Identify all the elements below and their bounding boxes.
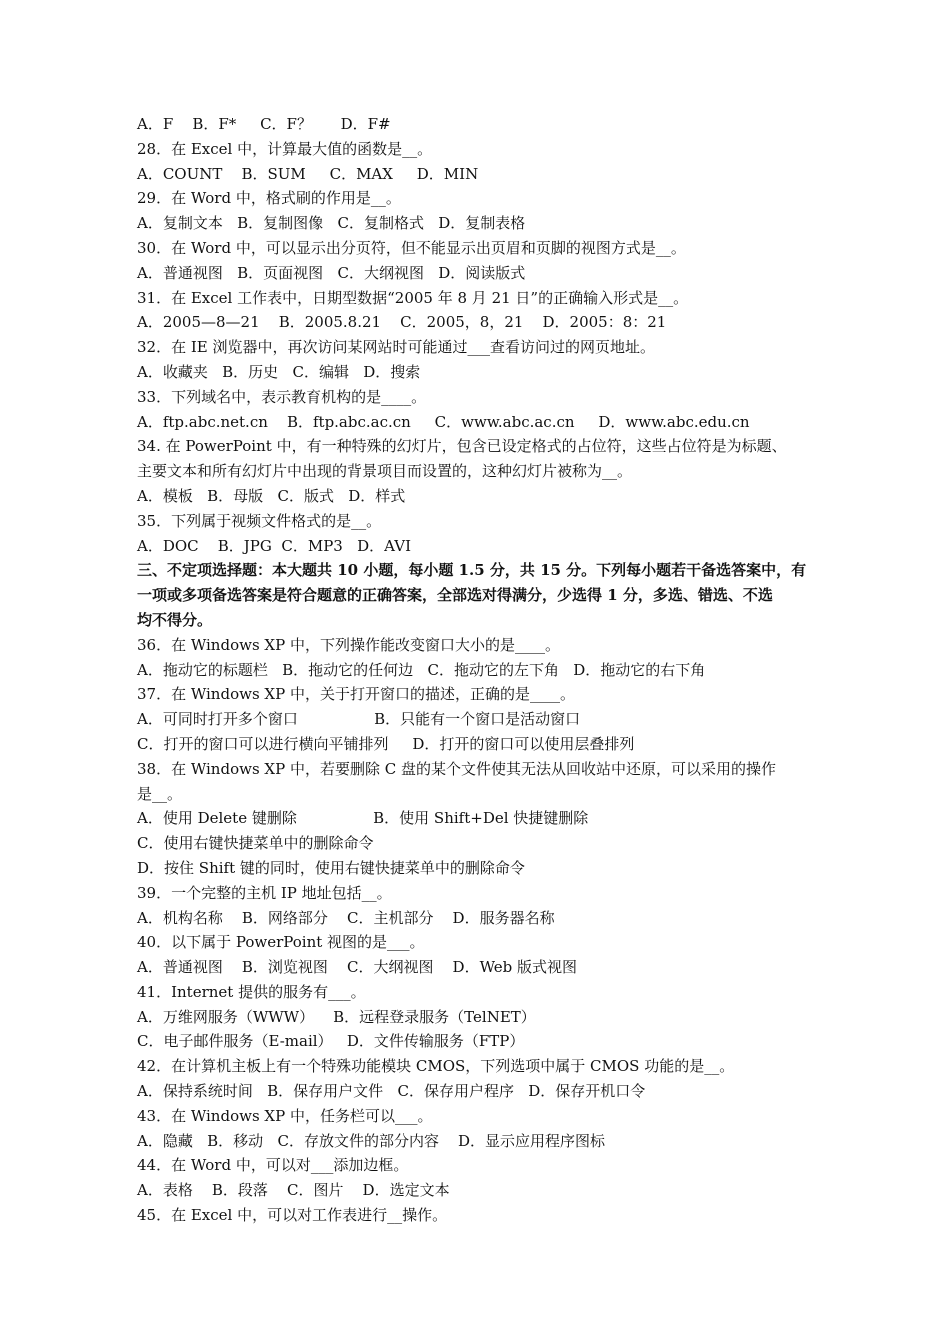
question-line: 34. 在 PowerPoint 中，有一种特殊的幻灯片，包含已设定格式的占位符，这些占位符是为标题、 [137, 437, 787, 456]
question-line: 36．在 Windows XP 中，下列操作能改变窗口大小的是____。 [137, 635, 560, 654]
question-line: C．电子邮件服务（E-mail） D．文件传输服务（FTP） [137, 1032, 525, 1051]
question-line: A．隐藏 B．移动 C．存放文件的部分内容 D．显示应用程序图标 [137, 1131, 606, 1150]
section-heading-line: 三、不定项选择题：本大题共 10 小题，每小题 1.5 分，共 15 分。下列每小题若干备选答案中，有 [137, 561, 807, 580]
question-line: 45．在 Excel 中，可以对工作表进行__操作。 [137, 1206, 448, 1225]
question-line: A．机构名称 B．网络部分 C．主机部分 D．服务器名称 [137, 908, 555, 927]
question-line: A．普通视图 B．浏览视图 C．大纲视图 D．Web 版式视图 [137, 958, 578, 977]
question-line: D．按住 Shift 键的同时，使用右键快捷菜单中的删除命令 [137, 858, 525, 877]
question-line: A．表格 B．段落 C．图片 D．选定文本 [137, 1181, 450, 1200]
question-line: 38．在 Windows XP 中，若要删除 C 盘的某个文件使其无法从回收站中还原，可以采用的操作 [137, 759, 776, 778]
question-line: A．2005—8—21 B．2005.8.21 C．2005，8，21 D．2005：8：21 [137, 313, 667, 332]
question-line: A．复制文本 B．复制图像 C．复制格式 D．复制表格 [137, 214, 526, 233]
question-line: C．使用右键快捷菜单中的删除命令 [137, 834, 374, 853]
question-line: 29．在 Word 中，格式刷的作用是__。 [137, 189, 401, 208]
question-line: A．F B．F* C．F？ D．F# [137, 115, 391, 133]
question-line: 35．下列属于视频文件格式的是__。 [137, 511, 382, 530]
question-line: 37．在 Windows XP 中，关于打开窗口的描述，正确的是____。 [137, 685, 575, 704]
question-line: 42．在计算机主板上有一个特殊功能模块 CMOS，下列选项中属于 CMOS 功能的是__。 [137, 1057, 735, 1076]
question-line: 39．一个完整的主机 IP 地址包括__。 [137, 883, 392, 902]
question-line: A．保持系统时间 B．保存用户文件 C．保存用户程序 D．保存开机口令 [137, 1082, 646, 1101]
question-line: 40．以下属于 PowerPoint 视图的是___。 [137, 933, 425, 952]
question-line: A．DOC B．JPG C．MP3 D．AVI [137, 536, 411, 555]
question-line: A．ftp.abc.net.cn B．ftp.abc.ac.cn C．www.abc.ac.cn D．www.abc.edu.cn [137, 412, 750, 431]
question-line: 41．Internet 提供的服务有___。 [137, 982, 366, 1001]
question-line: 44．在 Word 中，可以对___添加边框。 [137, 1156, 409, 1175]
question-line: 28．在 Excel 中，计算最大值的函数是__。 [137, 139, 433, 158]
question-line: A．收藏夹 B．历史 C．编辑 D．搜索 [137, 362, 421, 381]
question-line: 32．在 IE 浏览器中，再次访问某网站时可能通过___查看访问过的网页地址。 [137, 338, 656, 357]
question-line: 43．在 Windows XP 中，任务栏可以___。 [137, 1106, 433, 1125]
question-line: A．拖动它的标题栏 B．拖动它的任何边 C．拖动它的左下角 D．拖动它的右下角 [137, 660, 706, 679]
question-line: C．打开的窗口可以进行横向平铺排列 D．打开的窗口可以使用层叠排列 [137, 734, 635, 753]
question-line: A．普通视图 B．页面视图 C．大纲视图 D．阅读版式 [137, 263, 526, 282]
question-line: A．可同时打开多个窗口 B．只能有一个窗口是活动窗口 [137, 710, 581, 729]
question-line: 31．在 Excel 工作表中，日期型数据“2005 年 8 月 21 日”的正确输入形式是__。 [137, 288, 689, 307]
question-line: 30．在 Word 中，可以显示出分页符，但不能显示出页眉和页脚的视图方式是__。 [137, 238, 686, 257]
section-heading-line: 均不得分。 [137, 610, 213, 629]
question-line: A．COUNT B．SUM C．MAX D．MIN [137, 164, 479, 183]
question-line: 33．下列域名中，表示教育机构的是____。 [137, 387, 427, 406]
question-line: 是__。 [137, 784, 183, 803]
document-body [137, 112, 822, 1228]
section-heading-line: 一项或多项备选答案是符合题意的正确答案，全部选对得满分，少选得 1 分，多选、错选、不选 [137, 586, 773, 605]
question-line: A．模板 B．母版 C．版式 D．样式 [137, 486, 406, 505]
question-line: 主要文本和所有幻灯片中出现的背景项目而设置的，这种幻灯片被称为__。 [137, 462, 633, 481]
question-line: A．万维网服务（WWW） B．远程登录服务（TelNET） [137, 1007, 536, 1026]
question-line: A．使用 Delete 键删除 B．使用 Shift+Del 快捷键删除 [137, 809, 589, 828]
